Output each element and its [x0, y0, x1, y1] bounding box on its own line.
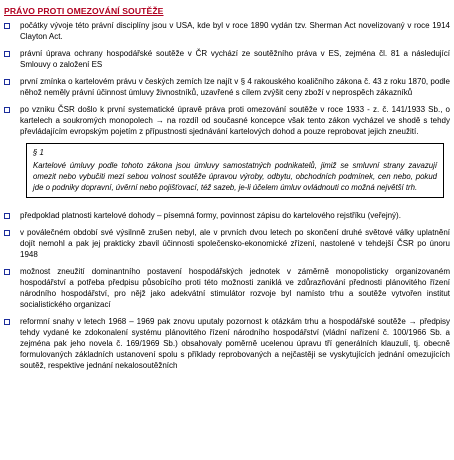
bottom-list [2, 210, 450, 371]
square-bullet-icon [4, 23, 10, 29]
list-item-text: počátky vývoje této právní disciplíny jsou v USA, kde byl v roce 1890 vydán tzv. Sherman Act novelizovaný v roce 1914 Clayton Act. [20, 21, 450, 41]
list-item-text: právní úprava ochrany hospodářské soutěže v ČR vychází ze soutěžního práva v ES, zejména čl. 81 a následující Smlouvy o založení ES [20, 49, 450, 69]
list-item [2, 266, 450, 310]
list-item [2, 104, 450, 137]
square-bullet-icon [4, 51, 10, 57]
list-item [2, 227, 450, 260]
list-item [2, 48, 450, 70]
top-list [2, 20, 450, 137]
list-item-text: možnost zneužití dominantního postavení hospodářských jednotek v záměrně monopolisticky organizovaném hospodářství a potřeba předpisu působícího proti této možnosti zaniklá ve zdůrazňování přednosti plánovitého řízení národního hospodářství, pro nějž jako adekvátní stimulátor rozvoje byl namísto trhu a soutěže vytvořen institut socialistického organizací [20, 267, 450, 309]
list-item [2, 316, 450, 371]
list-item-text: reformní snahy v letech 1968 – 1969 pak znovu uputaly pozornost k otázkám trhu a hospodářské soutěže → předpisy tehdy vydané ke zdokonalení systému plánovitého řízení národního hospodářství (vládní nařízení č. 100/1966 Sb. a zejména pak jeho novela č. 169/1969 Sb.) obsahovaly poměrně ucelenou úpravu tří generálních klauzulí, tj. obecně formulovaných základních ustanovení spolu s příklady reprobovaných a nejčastěji se vyskytujících jednání omezujících soutěž, respektive jednání nekalosoutěžních [20, 317, 450, 370]
quote-section-mark: § 1 [33, 148, 44, 157]
square-bullet-icon [4, 213, 10, 219]
list-item [2, 20, 450, 42]
list-item-text: první zmínka o kartelovém právu v českých zemích lze najít v § 4 rakouského koaličního zákona č. 43 z roku 1870, podle něhož neměly právní účinnost úmluvy živnostníků, uzavřené s cílem zvýšit ceny zboží v neprospěch zákazníků [20, 77, 450, 97]
square-bullet-icon [4, 269, 10, 275]
list-item [2, 210, 450, 221]
list-item-text: v poválečném období své výsilnně zrušen nebyl, ale v prvních dvou letech po skončení druhé světové války uplatnění dojít nemohl a pak jej prakticky zbavil účinnosti společensko-ekonomické zřízení, nastolené v tehdejší ČSR po únoru 1948 [20, 228, 450, 259]
square-bullet-icon [4, 230, 10, 236]
law-quote-box [26, 143, 444, 198]
page-title: PRÁVO PROTI OMEZOVÁNÍ SOUTĚŽE [4, 6, 164, 16]
square-bullet-icon [4, 107, 10, 113]
square-bullet-icon [4, 79, 10, 85]
list-item-text: po vzniku ČSR došlo k první systematické úpravě práva proti omezování soutěže v roce 1933 - z. č. 141/1933 Sb., o kartelech a soukromých monopolech → na rozdíl od současné koncepce však tento zákon vycházel ve shodě s tehdy převládajícím evropským pojetím z přípustnosti sjednávání kartelových dohod a pouze reprobovat jejich zneužití. [20, 105, 450, 136]
list-item [2, 76, 450, 98]
square-bullet-icon [4, 319, 10, 325]
quote-text: Kartelové úmluvy podle tohoto zákona jsou úmluvy samostatných podnikatelů, jimiž se smluvní strany zavazují omezit nebo vybučiti mezi sebou volnost soutěže úpravou výroby, odbytu, obchodních podmínek, cen nebo, pokud jde o podniky dopravní, úvěrní nebo pojišťovací, též sazeb, je-li účelem úmluv ovládnouti co možná největší trh. [33, 161, 437, 192]
list-item-text: předpoklad platnosti kartelové dohody – písemná formy, povinnost zápisu do kartelového rejstříku (veřejný). [20, 211, 401, 220]
